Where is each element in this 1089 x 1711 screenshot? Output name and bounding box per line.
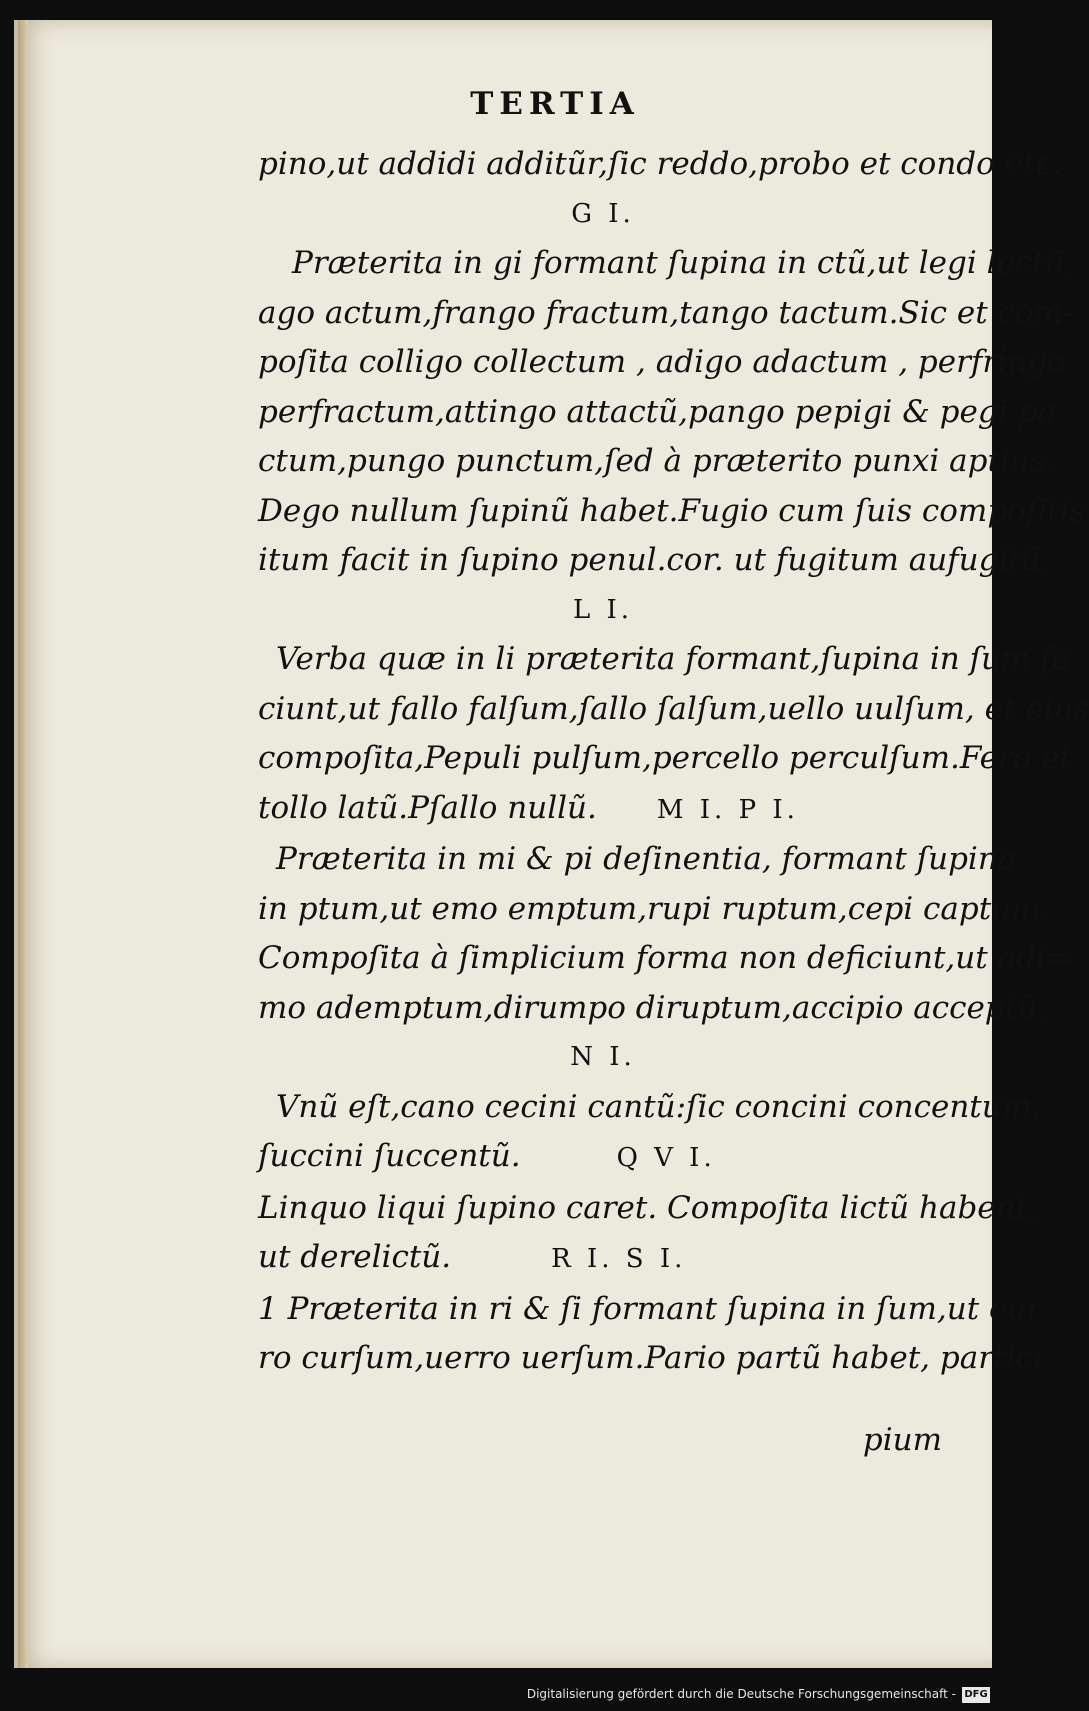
text-line: mo ademptum,dirumpo diruptum,accipio acceptũ. (258, 989, 1047, 1026)
text-line (258, 784, 948, 836)
section-heading-gi: G I. (571, 198, 635, 229)
text-line: ciunt,ut fallo falſum,ſallo ſalſum,uello uulſum, et eius (258, 690, 1089, 727)
text-line: compoſita,Pepuli pulſum,percello perculſum.Fero et (258, 740, 1073, 776)
text-line: perfractum,attingo attactũ,pango pepigi & pegi pa (258, 393, 1056, 430)
text-fragment: ſuccini ſuccentũ. (258, 1138, 521, 1174)
section-heading-li: L I. (572, 594, 634, 625)
text-line: in ptum,ut emo emptum,rupi ruptum,cepi captum. (258, 890, 1051, 927)
text-fragment: ut derelictũ. (258, 1239, 452, 1275)
section-heading-ni: N I. (570, 1042, 636, 1072)
running-head: TERTIA (470, 86, 640, 122)
text-line: Verba quæ in li præterita formant,ſupina in ſum fa (276, 641, 1071, 677)
text-line: pino,ut addidi additũr,ſic reddo,probo et condo etc. (258, 146, 1063, 182)
text-line: 1 Præterita in ri & ſi formant ſupina in ſum,ut cur (258, 1290, 1042, 1327)
text-line: Præterita in mi & pi deſinentia, formant ſupina (276, 841, 1017, 877)
text-line: ro curſum,uerro uerſum.Pario partũ habet, partici- (258, 1340, 1054, 1376)
text-line: Linquo liqui ſupino caret. Compoſita lictũ habent, (258, 1189, 1038, 1226)
text-line: ctum,pungo punctum,ſed à præterito punxi aptius. (258, 443, 1056, 479)
digitization-credit: Digitalisierung gefördert durch die Deutsche Forschungsgemeinschaft - (526, 1687, 956, 1701)
text-line: ago actum,frango fractum,tango tactum.Sic et com- (258, 294, 1074, 331)
section-heading-risi: R I. S I. (551, 1244, 687, 1274)
text-fragment: tollo latũ.Pſallo nullũ. (258, 789, 597, 826)
text-line (258, 1233, 948, 1285)
text-line: itum facit in ſupino penul.cor. ut fugitum aufugitũ. (258, 542, 1051, 578)
page-gutter (18, 20, 28, 1668)
catchword: pium (862, 1422, 942, 1458)
section-heading-mipi: M I. P I. (656, 794, 799, 825)
text-line: poſita colligo collectum , adigo adactum , perfringo (258, 344, 1066, 380)
page-body (258, 140, 1089, 1384)
text-line: Dego nullum ſupinũ habet.Fugio cum ſuis compoſitis (258, 492, 1086, 529)
section-heading-qui: Q V I. (616, 1143, 716, 1173)
text-line: Vnũ eſt,cano cecini cantũ:ſic concini concentum, (276, 1088, 1041, 1125)
text-line: Compoſita à ſimplicium forma non deficiunt,ut adi= (258, 940, 1072, 976)
text-line: Præterita in gi formant ſupina in ctũ,ut legi lectũ, (292, 245, 1075, 281)
text-line (258, 1132, 948, 1184)
dfg-logo: DFG (962, 1687, 990, 1703)
